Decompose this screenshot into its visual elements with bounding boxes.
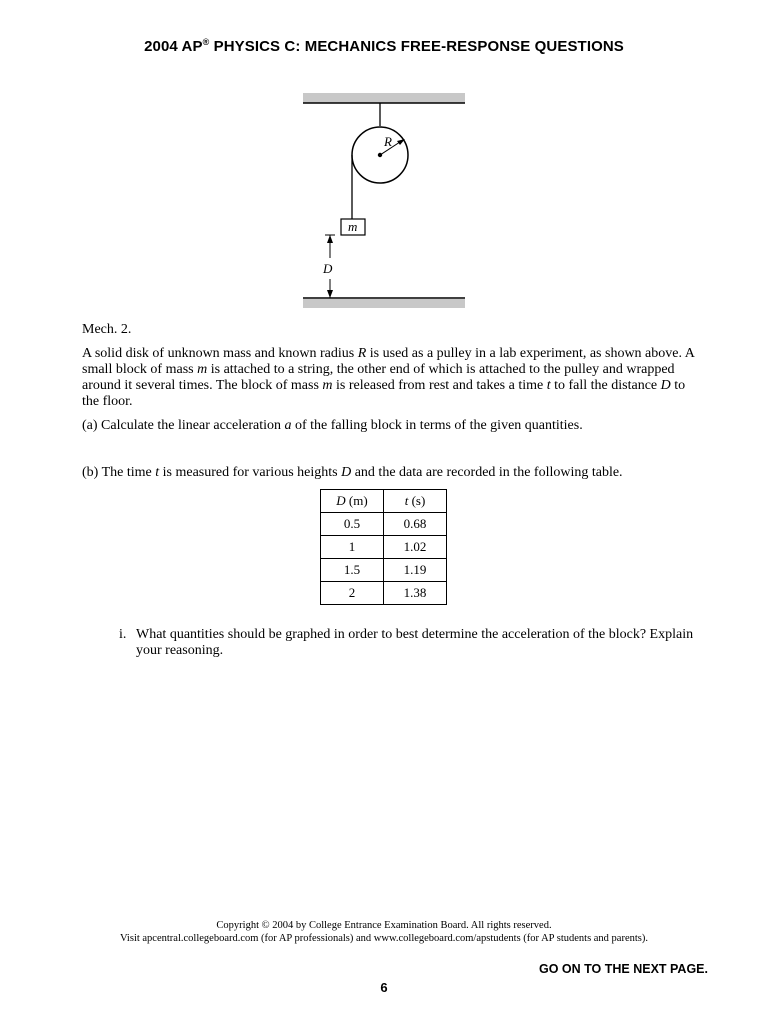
intro-text-6: to the floor.: [82, 378, 686, 409]
part-b-i-text: What quantities should be graphed in order to best determine the acceleration of the block? Explain your reasoning.: [136, 627, 694, 658]
part-b-var-t: t: [155, 465, 160, 480]
part-a: [82, 418, 697, 434]
intro-var-m1: m: [197, 362, 208, 377]
question-intro: [82, 346, 697, 410]
part-a-var-a: a: [284, 418, 292, 433]
footer-copyright-block: [0, 919, 768, 945]
table-cell-d: 1.5: [321, 559, 384, 582]
ceiling: [303, 93, 465, 103]
distance-label: D: [323, 261, 333, 276]
intro-var-t: t: [546, 378, 551, 393]
table-row: [321, 559, 447, 582]
table-cell-t: 1.19: [384, 559, 447, 582]
header-title-suffix: PHYSICS C: MECHANICS FREE-RESPONSE QUESTIONS: [209, 38, 624, 55]
part-b-i: [119, 627, 699, 659]
part-a-text-1: (a) Calculate the linear acceleration: [82, 418, 285, 433]
column-header-d-unit: (m): [345, 493, 368, 508]
table-cell-t: 1.02: [384, 536, 447, 559]
part-b: [82, 465, 697, 481]
column-header-d-var: D: [336, 493, 346, 508]
table-cell-d: 0.5: [321, 513, 384, 536]
page-number: 6: [380, 980, 388, 995]
intro-text-3: is attached to a string, the other end of which is attached to the pulley and wrapped around it several times. The block of mass: [82, 362, 675, 393]
intro-text-1: A solid disk of unknown mass and known radius: [82, 346, 358, 361]
header-title-prefix: 2004 AP: [144, 38, 203, 55]
question-label: Mech. 2.: [82, 322, 132, 337]
intro-text-5: to fall the distance: [550, 378, 661, 393]
visit-line: Visit apcentral.collegeboard.com (for AP professionals) and www.collegeboard.com/apstudents (for AP students and parents).: [119, 933, 649, 944]
copyright-line: Copyright © 2004 by College Entrance Examination Board. All rights reserved.: [216, 920, 552, 931]
table-cell-d: 1: [321, 536, 384, 559]
part-b-i-number: i.: [119, 627, 127, 642]
column-header-t-unit: (s): [408, 493, 426, 508]
intro-text-2: is used as a pulley in a lab experiment, as shown above. A small block of mass: [82, 346, 695, 377]
column-header-t-var: t: [404, 493, 409, 508]
table-cell-t: 0.68: [384, 513, 447, 536]
part-b-text-1: (b) The time: [82, 465, 156, 480]
registered-mark: ®: [202, 37, 210, 47]
table-cell-t: 1.38: [384, 582, 447, 605]
intro-var-m2: m: [322, 378, 333, 393]
column-header-t: [384, 490, 447, 513]
next-page-notice: GO ON TO THE NEXT PAGE.: [538, 962, 708, 976]
part-b-var-d: D: [341, 465, 352, 480]
pulley-diagram: [0, 0, 768, 320]
table-header-row: [321, 490, 447, 513]
table-cell-d: 2: [321, 582, 384, 605]
intro-text-4: is released from rest and takes a time: [332, 378, 547, 393]
mass-label: m: [348, 219, 358, 234]
distance-arrow-down: [327, 290, 333, 298]
column-header-d: [321, 490, 384, 513]
radius-label: R: [384, 134, 392, 149]
table-row: [321, 582, 447, 605]
intro-var-r: R: [357, 346, 367, 361]
part-b-text-3: and the data are recorded in the following table.: [351, 465, 623, 480]
distance-arrow-up: [327, 235, 333, 243]
data-table: [320, 489, 447, 605]
intro-var-d: D: [660, 378, 671, 393]
table-row: [321, 513, 447, 536]
floor: [303, 299, 465, 308]
part-b-text-2: is measured for various heights: [159, 465, 342, 480]
table-row: [321, 536, 447, 559]
part-a-text-2: of the falling block in terms of the given quantities.: [291, 418, 583, 433]
